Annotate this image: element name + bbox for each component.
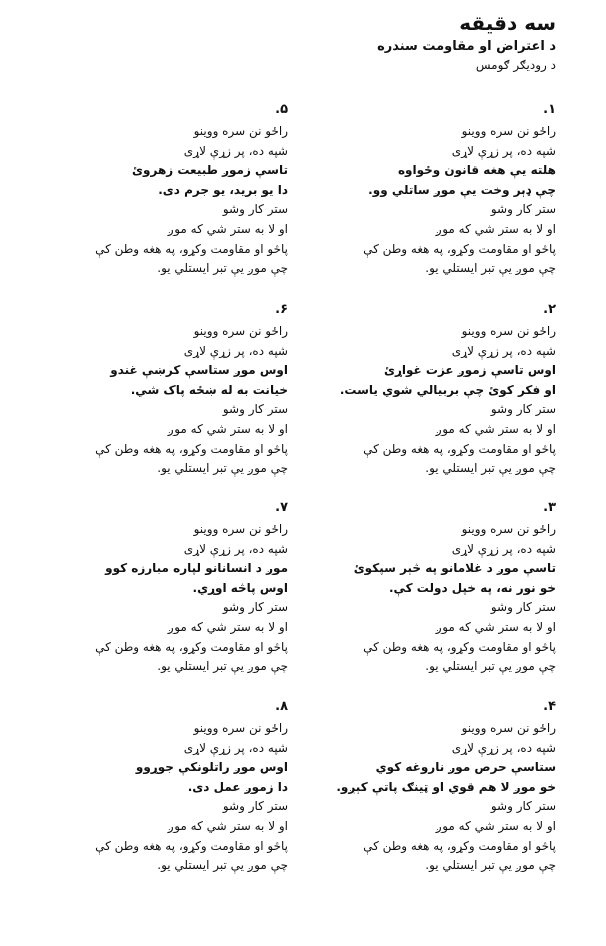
verse-line: شپه ده، پر زړې لاړی xyxy=(183,740,288,755)
verse-line-emphasis: او فکر کوئ چې بربیالي شوي یاست. xyxy=(339,382,556,397)
verse-line: راځو نن سره وو‌ینو xyxy=(461,721,556,735)
verse-line: راځو نن سره وو‌ینو xyxy=(193,522,288,536)
verse-line: راځو نن سره وو‌ینو xyxy=(461,124,556,138)
chorus-line: ستر کار وشو xyxy=(222,600,288,615)
stanza-number: ۷. xyxy=(275,500,288,515)
song-author: د رودیګر ګومس xyxy=(475,58,556,72)
verse-line-emphasis: چې ډېر وخت یې موږ ساتلي وو. xyxy=(368,182,556,197)
verse-line: راځو نن سره وو‌ینو xyxy=(193,324,288,338)
chorus-line: او لا به ستر شي که موږ xyxy=(167,421,288,436)
verse-line: شپه ده، پر زړې لاړی xyxy=(183,343,288,358)
verse-line-emphasis: اوس پاڅه اوړي. xyxy=(192,580,288,595)
chorus-line: ستر کار وشو xyxy=(490,402,556,417)
chorus-line: پاڅو او مقاومت وکړو، په هغه وطن کې xyxy=(363,241,556,256)
verse-line: شپه ده، پر زړې لاړی xyxy=(183,541,288,556)
chorus-line: پاڅو او مقاومت وکړو، په هغه وطن کې xyxy=(95,241,288,256)
chorus-line: چې موږ یې تبر ایستلي یو. xyxy=(157,858,288,873)
stanza-number: ۱. xyxy=(543,102,556,117)
verse-line-emphasis: خو نور نه، په خپل دولت کې. xyxy=(388,580,556,595)
chorus-line: چې موږ یې تبر ایستلي یو. xyxy=(157,461,288,476)
stanza-5 xyxy=(48,100,288,279)
song-subtitle: د اعتراض او مقاومت سندره xyxy=(377,39,556,54)
chorus-line: ستر کار وشو xyxy=(490,799,556,814)
verse-line-emphasis: دا یو برید، یو جرم دی. xyxy=(158,182,288,197)
verse-line-emphasis: تاسې موږ د غلامانو په څېر سپکوئ xyxy=(353,561,556,576)
chorus-line: ستر کار وشو xyxy=(222,402,288,417)
chorus-line: او لا به ستر شي که موږ xyxy=(435,421,556,436)
stanza-7 xyxy=(48,498,288,677)
verse-line-emphasis: موږ د انسانانو لپاره مبارزه کوو xyxy=(105,561,288,576)
chorus-line: او لا به ستر شي که موږ xyxy=(167,221,288,236)
stanza-number: ۳. xyxy=(543,500,556,515)
document-header xyxy=(196,10,556,74)
chorus-line: ستر کار وشو xyxy=(490,202,556,217)
verse-line-emphasis: تاسې زموږ طبیعت زهروئ xyxy=(132,163,288,178)
stanza-4 xyxy=(316,697,556,876)
verse-line: شپه ده، پر زړې لاړی xyxy=(451,343,556,358)
song-title: سه دقیقه xyxy=(459,11,556,35)
stanza-number: ۵. xyxy=(275,102,288,117)
verse-line: راځو نن سره وو‌ینو xyxy=(461,324,556,338)
verse-line-emphasis: خو موږ لا هم قوي او ټینګ پاتې کېږو. xyxy=(336,779,556,794)
verse-line: شپه ده، پر زړې لاړی xyxy=(451,143,556,158)
stanza-number: ۲. xyxy=(543,302,556,317)
chorus-line: ستر کار وشو xyxy=(222,799,288,814)
chorus-line: پاڅو او مقاومت وکړو، په هغه وطن کې xyxy=(95,441,288,456)
stanza-1 xyxy=(316,100,556,279)
stanza-2 xyxy=(316,300,556,479)
verse-line: راځو نن سره وو‌ینو xyxy=(193,124,288,138)
verse-line: شپه ده، پر زړې لاړی xyxy=(183,143,288,158)
verse-line-emphasis: اوس تاسې زموږ عزت غواړئ xyxy=(383,363,556,378)
verse-line-emphasis: هلته یې هغه قانون وځواوه xyxy=(397,163,556,178)
verse-line-emphasis: اوس موږ ستاسې کرښې غندو xyxy=(110,363,288,378)
stanza-number: ۸. xyxy=(275,699,288,714)
stanza-3 xyxy=(316,498,556,677)
chorus-line: پاڅو او مقاومت وکړو، په هغه وطن کې xyxy=(363,639,556,654)
chorus-line: چې موږ یې تبر ایستلي یو. xyxy=(157,261,288,276)
chorus-line: پاڅو او مقاومت وکړو، په هغه وطن کې xyxy=(363,838,556,853)
stanza-6 xyxy=(48,300,288,479)
chorus-line: پاڅو او مقاومت وکړو، په هغه وطن کې xyxy=(95,639,288,654)
chorus-line: چې موږ یې تبر ایستلي یو. xyxy=(425,858,556,873)
chorus-line: ستر کار وشو xyxy=(222,202,288,217)
stanza-number: ۴. xyxy=(543,699,556,714)
chorus-line: او لا به ستر شي که موږ xyxy=(167,619,288,634)
verse-line-emphasis: اوس موږ راتلونکې جوړوو xyxy=(135,760,288,775)
chorus-line: پاڅو او مقاومت وکړو، په هغه وطن کې xyxy=(95,838,288,853)
chorus-line: او لا به ستر شي که موږ xyxy=(435,818,556,833)
verse-line: شپه ده، پر زړې لاړی xyxy=(451,740,556,755)
chorus-line: چې موږ یې تبر ایستلي یو. xyxy=(425,461,556,476)
chorus-line: چې موږ یې تبر ایستلي یو. xyxy=(157,659,288,674)
chorus-line: پاڅو او مقاومت وکړو، په هغه وطن کې xyxy=(363,441,556,456)
chorus-line: او لا به ستر شي که موږ xyxy=(435,619,556,634)
stanza-8 xyxy=(48,697,288,876)
verse-line-emphasis: دا زموږ عمل دی. xyxy=(187,779,288,794)
chorus-line: ستر کار وشو xyxy=(490,600,556,615)
chorus-line: او لا به ستر شي که موږ xyxy=(167,818,288,833)
stanza-number: ۶. xyxy=(275,302,288,317)
verse-line: راځو نن سره وو‌ینو xyxy=(193,721,288,735)
chorus-line: چې موږ یې تبر ایستلي یو. xyxy=(425,261,556,276)
verse-line-emphasis: ستاسې حرص موږ ناروغه کوي xyxy=(375,760,556,775)
chorus-line: او لا به ستر شي که موږ xyxy=(435,221,556,236)
verse-line-emphasis: خیانت به له ښځه پاک شي. xyxy=(130,382,288,397)
chorus-line: چې موږ یې تبر ایستلي یو. xyxy=(425,659,556,674)
verse-line: راځو نن سره وو‌ینو xyxy=(461,522,556,536)
verse-line: شپه ده، پر زړې لاړی xyxy=(451,541,556,556)
